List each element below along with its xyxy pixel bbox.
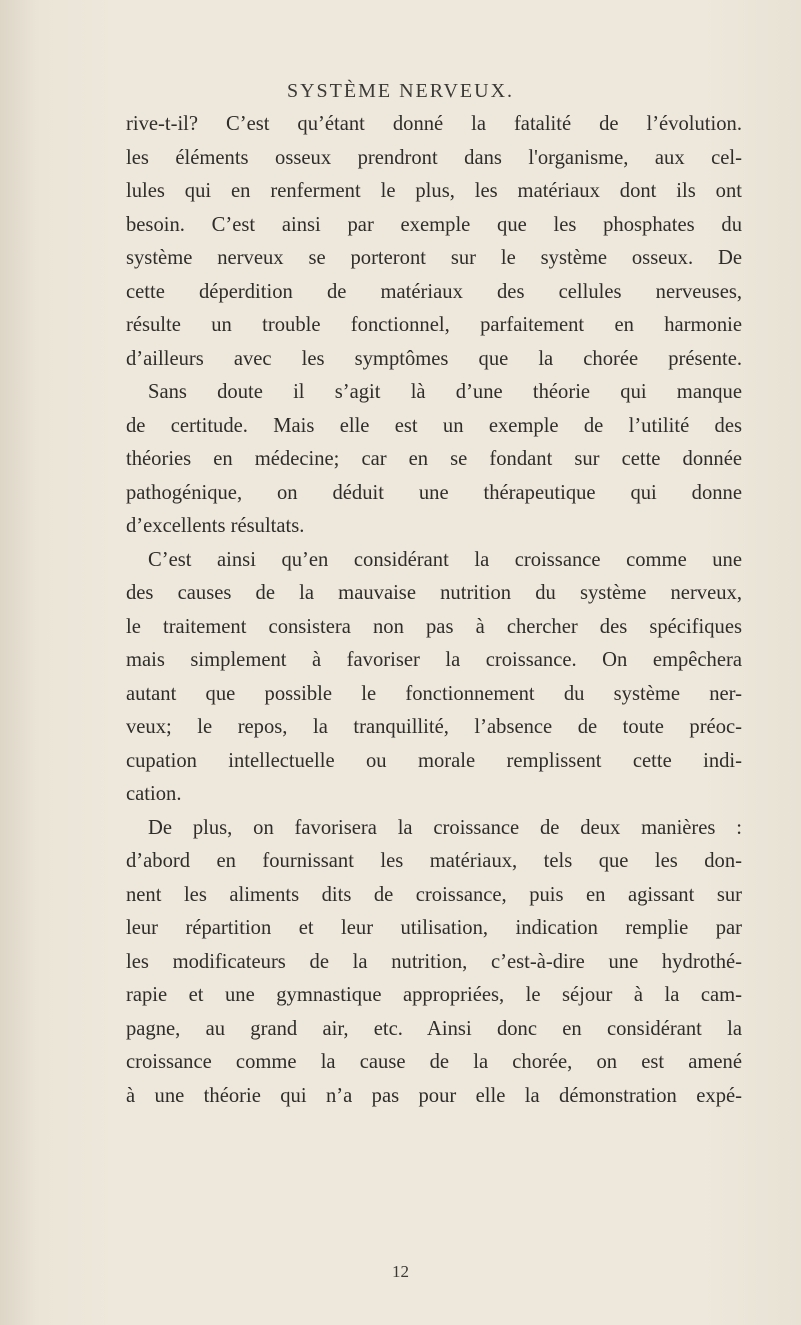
running-head: SYSTÈME NERVEUX. <box>286 80 515 102</box>
text-line: le traitement consistera non pas à chercher des spécifiques <box>126 615 742 638</box>
text-line: De plus, on favorisera la croissance de deux manières : <box>148 816 742 839</box>
text-line: cupation intellectuelle ou morale remplissent cette indi- <box>126 749 742 772</box>
text-line: d’abord en fournissant les matériaux, tels que les don- <box>126 850 742 872</box>
body-text <box>126 108 742 1113</box>
text-line: rive-t-il? C’est qu’étant donné la fatalité de l’évolution. <box>126 113 742 135</box>
text-line: à une théorie qui n’a pas pour elle la démonstration expé- <box>126 1084 742 1107</box>
text-line: résulte un trouble fonctionnel, parfaitement en harmonie <box>126 314 742 336</box>
text-line: nent les aliments dits de croissance, puis en agissant sur <box>126 883 742 906</box>
text-line: mais simplement à favoriser la croissance. On empêchera <box>126 649 742 671</box>
text-line: pathogénique, on déduit une thérapeutique qui donne <box>126 481 742 504</box>
text-line: d’ailleurs avec les symptômes que la chorée présente. <box>126 347 742 370</box>
text-line: croissance comme la cause de la chorée, on est amené <box>126 1051 742 1073</box>
text-line: des causes de la mauvaise nutrition du système nerveux, <box>126 582 742 604</box>
page-number: 12 <box>392 1262 409 1281</box>
text-line: leur répartition et leur utilisation, indication remplie par <box>126 917 742 939</box>
text-line: autant que possible le fonctionnement du système ner- <box>126 682 742 705</box>
text-line: les modificateurs de la nutrition, c’est-à-dire une hydrothé- <box>126 950 742 973</box>
text-line: système nerveux se porteront sur le système osseux. De <box>126 247 742 269</box>
text-line: d’excellents résultats. <box>126 515 305 537</box>
text-line: cette déperdition de matériaux des cellules nerveuses, <box>126 280 742 303</box>
text-line: théories en médecine; car en se fondant sur cette donnée <box>126 448 742 470</box>
text-line: besoin. C’est ainsi par exemple que les phosphates du <box>126 213 742 236</box>
text-line: rapie et une gymnastique appropriées, le séjour à la cam- <box>126 984 742 1006</box>
text-line: les éléments osseux prendront dans l'organisme, aux cel- <box>126 146 742 169</box>
text-line: de certitude. Mais elle est un exemple de l’utilité des <box>126 414 742 437</box>
text-line: C’est ainsi qu’en considérant la croissance comme une <box>148 548 742 571</box>
text-line: pagne, au grand air, etc. Ainsi donc en considérant la <box>126 1017 742 1040</box>
text-line: lules qui en renferment le plus, les matériaux dont ils ont <box>126 180 742 202</box>
text-line: cation. <box>126 783 182 805</box>
text-line: veux; le repos, la tranquillité, l’absence de toute préoc- <box>126 716 742 738</box>
text-line: Sans doute il s’agit là d’une théorie qui manque <box>148 381 742 403</box>
